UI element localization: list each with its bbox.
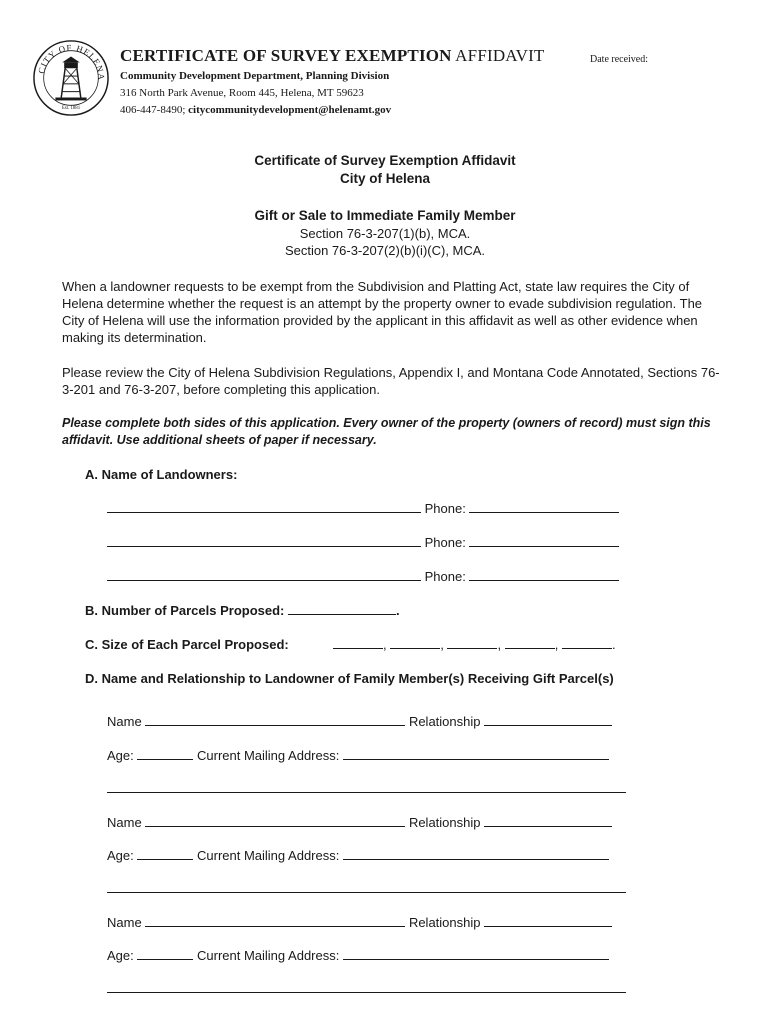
family-age-row: Age: Current Mailing Address: <box>107 948 609 963</box>
heading-section-2: Section 76-3-207(2)(b)(i)(C), MCA. <box>284 243 486 258</box>
department-address: 316 North Park Avenue, Room 445, Helena, MT 59623 <box>120 87 364 99</box>
parcel-size-field[interactable] <box>390 637 440 649</box>
heading-title: Certificate of Survey Exemption Affidavit <box>254 153 516 168</box>
relationship-field[interactable] <box>484 915 612 927</box>
family-name-field[interactable] <box>145 915 405 927</box>
relationship-field[interactable] <box>484 714 612 726</box>
mailing-address-field[interactable] <box>343 848 609 860</box>
parcel-size-field[interactable] <box>447 637 497 649</box>
heading-subtitle: Gift or Sale to Immediate Family Member <box>254 208 516 223</box>
family-name-field[interactable] <box>145 815 405 827</box>
parcel-count-field[interactable] <box>288 603 396 615</box>
landowner-name-field[interactable] <box>107 501 421 513</box>
landowner-row: Phone: <box>107 535 619 550</box>
seal-text: CITY OF HELENA <box>36 42 107 81</box>
landowner-row: Phone: <box>107 501 619 516</box>
department-name: Community Development Department, Planning Division <box>120 70 390 82</box>
instructions-paragraph: Please complete both sides of this application. Every owner of the property (owners of record) must sign this affidavit. Use additional sheets of paper if necessary. <box>62 416 711 447</box>
parcel-size-field[interactable] <box>333 637 383 649</box>
family-name-row: Name Relationship <box>107 714 612 729</box>
mailing-address-continued-field[interactable] <box>107 781 626 793</box>
section-a-label: A. Name of Landowners: <box>85 467 238 482</box>
mailing-address-field[interactable] <box>343 948 609 960</box>
parcel-size-field[interactable] <box>505 637 555 649</box>
age-field[interactable] <box>137 748 193 760</box>
date-received-label: Date received: <box>590 54 649 65</box>
heading-city: City of Helena <box>339 171 431 186</box>
city-seal-logo <box>32 39 110 117</box>
department-contact: 406-447-8490; citycommunitydevelopment@helenamt.gov <box>120 104 392 116</box>
landowner-phone-field[interactable] <box>469 535 619 547</box>
section-b-row: B. Number of Parcels Proposed: . <box>85 603 400 618</box>
parcel-size-fields: , , , , . <box>333 637 616 652</box>
landowner-name-field[interactable] <box>107 535 421 547</box>
age-field[interactable] <box>137 948 193 960</box>
intro-paragraph: When a landowner requests to be exempt from the Subdivision and Platting Act, state law requires the City of Helena determine whether the request is an attempt by the property owner to evade subdivision regulation. The City of Helena will use the information provided by the applicant in this affidavit as well as other evidence when making its determination. <box>62 279 703 345</box>
family-age-row: Age: Current Mailing Address: <box>107 748 609 763</box>
landowner-row: Phone: <box>107 569 619 584</box>
relationship-field[interactable] <box>484 815 612 827</box>
parcel-size-field[interactable] <box>562 637 612 649</box>
review-paragraph: Please review the City of Helena Subdivision Regulations, Appendix I, and Montana Code Annotated, Sections 76-3-201 and 76-3-207, before completing this application. <box>62 365 720 397</box>
landowner-phone-field[interactable] <box>469 569 619 581</box>
mailing-address-field[interactable] <box>343 748 609 760</box>
form-header-title: CERTIFICATE OF SURVEY EXEMPTION AFFIDAVIT <box>120 46 545 65</box>
section-d-label: D. Name and Relationship to Landowner of Family Member(s) Receiving Gift Parcel(s) <box>85 671 614 686</box>
section-c-label: C. Size of Each Parcel Proposed: <box>85 637 289 652</box>
mailing-address-continued-field[interactable] <box>107 881 626 893</box>
age-field[interactable] <box>137 848 193 860</box>
seal-est-text: Est. 1881 <box>61 106 81 112</box>
family-name-field[interactable] <box>145 714 405 726</box>
mailing-address-continued-field[interactable] <box>107 981 626 993</box>
landowner-phone-field[interactable] <box>469 501 619 513</box>
landowner-name-field[interactable] <box>107 569 421 581</box>
family-name-row: Name Relationship <box>107 815 612 830</box>
family-name-row: Name Relationship <box>107 915 612 930</box>
heading-section-1: Section 76-3-207(1)(b), MCA. <box>299 226 471 241</box>
family-age-row: Age: Current Mailing Address: <box>107 848 609 863</box>
